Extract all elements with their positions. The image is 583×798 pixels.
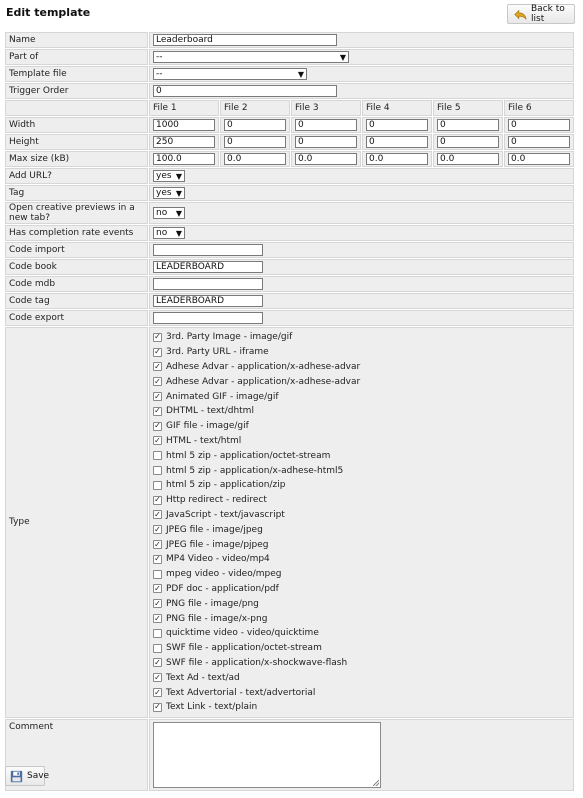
type-checkbox-list bbox=[149, 327, 574, 718]
type-option[interactable] bbox=[153, 522, 570, 537]
comment-label: Comment bbox=[5, 719, 148, 791]
max-size-label: Max size (kB) bbox=[5, 151, 148, 167]
height-label: Height bbox=[5, 134, 148, 150]
name-input[interactable] bbox=[153, 34, 337, 46]
code-book-input[interactable] bbox=[153, 261, 263, 273]
max-size-row bbox=[5, 151, 574, 167]
type-option[interactable] bbox=[153, 611, 570, 626]
template-file-select[interactable] bbox=[153, 68, 307, 80]
file-header-4: File 4 bbox=[362, 100, 432, 116]
file-header-6: File 6 bbox=[504, 100, 574, 116]
open-previews-label: Open creative previews in a new tab? bbox=[5, 202, 148, 224]
type-checkbox[interactable] bbox=[153, 422, 162, 431]
type-row bbox=[5, 327, 574, 718]
part-of-select[interactable] bbox=[153, 51, 349, 63]
type-checkbox[interactable] bbox=[153, 333, 162, 342]
type-checkbox[interactable] bbox=[153, 362, 162, 371]
trigger-order-row bbox=[5, 83, 574, 99]
height-file-1-input[interactable] bbox=[153, 136, 215, 148]
type-option[interactable] bbox=[153, 700, 570, 715]
max-size-file-3-input[interactable] bbox=[295, 153, 357, 165]
dropdown-arrow-icon: ▼ bbox=[175, 228, 182, 238]
type-option-label: Text Advertorial - text/advertorial bbox=[166, 687, 316, 698]
type-checkbox[interactable] bbox=[153, 599, 162, 608]
type-option[interactable] bbox=[153, 641, 570, 656]
back-to-list-button[interactable] bbox=[507, 4, 575, 24]
completion-events-row bbox=[5, 225, 574, 241]
max-size-file-2-input[interactable] bbox=[224, 153, 286, 165]
type-checkbox[interactable] bbox=[153, 629, 162, 638]
dropdown-arrow-icon: ▼ bbox=[297, 69, 304, 79]
file-header-3: File 3 bbox=[291, 100, 361, 116]
code-tag-input[interactable] bbox=[153, 295, 263, 307]
part-of-label: Part of bbox=[5, 49, 148, 65]
type-checkbox[interactable] bbox=[153, 584, 162, 593]
trigger-order-label: Trigger Order bbox=[5, 83, 148, 99]
max-size-file-4-input[interactable] bbox=[366, 153, 428, 165]
height-file-2-input[interactable] bbox=[224, 136, 286, 148]
file-header-2: File 2 bbox=[220, 100, 290, 116]
add-url-label: Add URL? bbox=[5, 168, 148, 184]
width-file-3-input[interactable] bbox=[295, 119, 357, 131]
type-option[interactable] bbox=[153, 330, 570, 345]
type-option[interactable] bbox=[153, 670, 570, 685]
add-url-select[interactable] bbox=[153, 170, 185, 182]
template-file-row bbox=[5, 66, 574, 82]
type-option[interactable] bbox=[153, 404, 570, 419]
type-checkbox[interactable] bbox=[153, 644, 162, 653]
type-option-label: PDF doc - application/pdf bbox=[166, 583, 279, 594]
open-previews-value: no bbox=[156, 208, 168, 218]
template-form bbox=[4, 31, 575, 792]
width-label: Width bbox=[5, 117, 148, 133]
type-option-label: Text Ad - text/ad bbox=[166, 672, 240, 683]
type-option-label: 3rd. Party Image - image/gif bbox=[166, 332, 293, 343]
completion-events-value: no bbox=[156, 228, 168, 238]
file-header-5: File 5 bbox=[433, 100, 503, 116]
type-option[interactable] bbox=[153, 434, 570, 449]
tag-value: yes bbox=[156, 188, 172, 198]
type-option-label: Adhese Advar - application/x-adhese-advar bbox=[166, 361, 361, 372]
type-option-label: Text Link - text/plain bbox=[166, 702, 258, 713]
type-option[interactable] bbox=[153, 626, 570, 641]
type-checkbox[interactable] bbox=[153, 525, 162, 534]
type-option-label: MP4 Video - video/mp4 bbox=[166, 554, 270, 565]
type-checkbox[interactable] bbox=[153, 392, 162, 401]
type-option-label: html 5 zip - application/x-adhese-html5 bbox=[166, 465, 344, 476]
dropdown-arrow-icon: ▼ bbox=[339, 52, 346, 62]
height-file-3-input[interactable] bbox=[295, 136, 357, 148]
width-file-6-input[interactable] bbox=[508, 119, 570, 131]
type-option[interactable] bbox=[153, 360, 570, 375]
type-option-label: PNG file - image/x-png bbox=[166, 613, 268, 624]
back-arrow-icon bbox=[514, 8, 527, 21]
type-option[interactable] bbox=[153, 656, 570, 671]
template-file-value: -- bbox=[156, 69, 163, 79]
comment-row bbox=[5, 719, 574, 791]
type-option-label: JavaScript - text/javascript bbox=[166, 509, 285, 520]
width-file-5-input[interactable] bbox=[437, 119, 499, 131]
part-of-row bbox=[5, 49, 574, 65]
type-checkbox[interactable] bbox=[153, 540, 162, 549]
type-checkbox[interactable] bbox=[153, 481, 162, 490]
type-option[interactable] bbox=[153, 508, 570, 523]
type-checkbox[interactable] bbox=[153, 496, 162, 505]
type-option[interactable] bbox=[153, 582, 570, 597]
type-option[interactable] bbox=[153, 463, 570, 478]
type-checkbox[interactable] bbox=[153, 673, 162, 682]
save-button[interactable] bbox=[5, 766, 50, 786]
page-title: Edit template bbox=[6, 6, 91, 19]
open-previews-select[interactable] bbox=[153, 207, 185, 219]
dropdown-arrow-icon: ▼ bbox=[175, 208, 182, 218]
type-option-label: HTML - text/html bbox=[166, 435, 242, 446]
tag-select[interactable] bbox=[153, 187, 185, 199]
file-header-row bbox=[5, 100, 574, 116]
comment-textarea[interactable] bbox=[153, 722, 381, 788]
type-option-label: 3rd. Party URL - iframe bbox=[166, 347, 269, 358]
type-option[interactable] bbox=[153, 685, 570, 700]
type-option[interactable] bbox=[153, 389, 570, 404]
width-file-2-input[interactable] bbox=[224, 119, 286, 131]
trigger-order-input[interactable] bbox=[153, 85, 337, 97]
type-option-label: SWF file - application/octet-stream bbox=[166, 643, 322, 654]
type-checkbox[interactable] bbox=[153, 614, 162, 623]
type-option-label: quicktime video - video/quicktime bbox=[166, 628, 319, 639]
type-option-label: Adhese Advar - application/x-adhese-advar bbox=[166, 376, 361, 387]
type-option[interactable] bbox=[153, 493, 570, 508]
width-file-1-input[interactable] bbox=[153, 119, 215, 131]
file-header-spacer bbox=[5, 100, 148, 116]
type-option-label: html 5 zip - application/octet-stream bbox=[166, 450, 331, 461]
type-option-label: SWF file - application/x-shockwave-flash bbox=[166, 657, 348, 668]
type-option-label: DHTML - text/dhtml bbox=[166, 406, 254, 417]
code-mdb-label: Code mdb bbox=[5, 276, 148, 292]
max-size-file-5-input[interactable] bbox=[437, 153, 499, 165]
code-mdb-row bbox=[5, 276, 574, 292]
type-option[interactable] bbox=[153, 374, 570, 389]
type-checkbox[interactable] bbox=[153, 688, 162, 697]
code-export-input[interactable] bbox=[153, 312, 263, 324]
type-option[interactable] bbox=[153, 448, 570, 463]
type-option-label: mpeg video - video/mpeg bbox=[166, 569, 282, 580]
type-checkbox[interactable] bbox=[153, 377, 162, 386]
code-import-label: Code import bbox=[5, 242, 148, 258]
completion-events-label: Has completion rate events bbox=[5, 225, 148, 241]
open-previews-row bbox=[5, 202, 574, 224]
type-option-label: JPEG file - image/jpeg bbox=[166, 524, 263, 535]
height-file-6-input[interactable] bbox=[508, 136, 570, 148]
code-import-row bbox=[5, 242, 574, 258]
type-checkbox[interactable] bbox=[153, 451, 162, 460]
type-option-label: html 5 zip - application/zip bbox=[166, 480, 286, 491]
name-label: Name bbox=[5, 32, 148, 48]
add-url-row bbox=[5, 168, 574, 184]
type-option[interactable] bbox=[153, 478, 570, 493]
code-mdb-input[interactable] bbox=[153, 278, 263, 290]
completion-events-select[interactable] bbox=[153, 227, 185, 239]
height-row bbox=[5, 134, 574, 150]
code-book-row bbox=[5, 259, 574, 275]
max-size-file-1-input[interactable] bbox=[153, 153, 215, 165]
type-option-label: PNG file - image/png bbox=[166, 598, 259, 609]
dropdown-arrow-icon: ▼ bbox=[175, 188, 182, 198]
template-file-label: Template file bbox=[5, 66, 148, 82]
type-option[interactable] bbox=[153, 596, 570, 611]
code-export-row bbox=[5, 310, 574, 326]
dropdown-arrow-icon: ▼ bbox=[175, 171, 182, 181]
type-option-label: Animated GIF - image/gif bbox=[166, 391, 279, 402]
back-to-list-label: Back to list bbox=[531, 4, 565, 24]
type-checkbox[interactable] bbox=[153, 703, 162, 712]
tag-row bbox=[5, 185, 574, 201]
name-row bbox=[5, 32, 574, 48]
part-of-value: -- bbox=[156, 52, 163, 62]
width-row bbox=[5, 117, 574, 133]
code-book-label: Code book bbox=[5, 259, 148, 275]
type-option[interactable] bbox=[153, 552, 570, 567]
type-option[interactable] bbox=[153, 567, 570, 582]
code-tag-row bbox=[5, 293, 574, 309]
max-size-file-6-input[interactable] bbox=[508, 153, 570, 165]
save-label: Save bbox=[27, 771, 50, 781]
height-file-5-input[interactable] bbox=[437, 136, 499, 148]
type-checkbox[interactable] bbox=[153, 466, 162, 475]
code-tag-label: Code tag bbox=[5, 293, 148, 309]
tag-label: Tag bbox=[5, 185, 148, 201]
file-header-1: File 1 bbox=[149, 100, 219, 116]
type-checkbox[interactable] bbox=[153, 510, 162, 519]
type-option-label: GIF file - image/gif bbox=[166, 421, 249, 432]
type-checkbox[interactable] bbox=[153, 555, 162, 564]
code-export-label: Code export bbox=[5, 310, 148, 326]
type-checkbox[interactable] bbox=[153, 407, 162, 416]
code-import-input[interactable] bbox=[153, 244, 263, 256]
type-checkbox[interactable] bbox=[153, 348, 162, 357]
floppy-disk-icon bbox=[10, 770, 23, 783]
type-option[interactable] bbox=[153, 537, 570, 552]
type-option[interactable] bbox=[153, 345, 570, 360]
type-checkbox[interactable] bbox=[153, 570, 162, 579]
height-file-4-input[interactable] bbox=[366, 136, 428, 148]
type-option[interactable] bbox=[153, 419, 570, 434]
type-label: Type bbox=[5, 327, 148, 718]
type-option-label: JPEG file - image/pjpeg bbox=[166, 539, 269, 550]
add-url-value: yes bbox=[156, 171, 172, 181]
width-file-4-input[interactable] bbox=[366, 119, 428, 131]
type-checkbox[interactable] bbox=[153, 436, 162, 445]
type-option-label: Http redirect - redirect bbox=[166, 495, 267, 506]
type-checkbox[interactable] bbox=[153, 658, 162, 667]
